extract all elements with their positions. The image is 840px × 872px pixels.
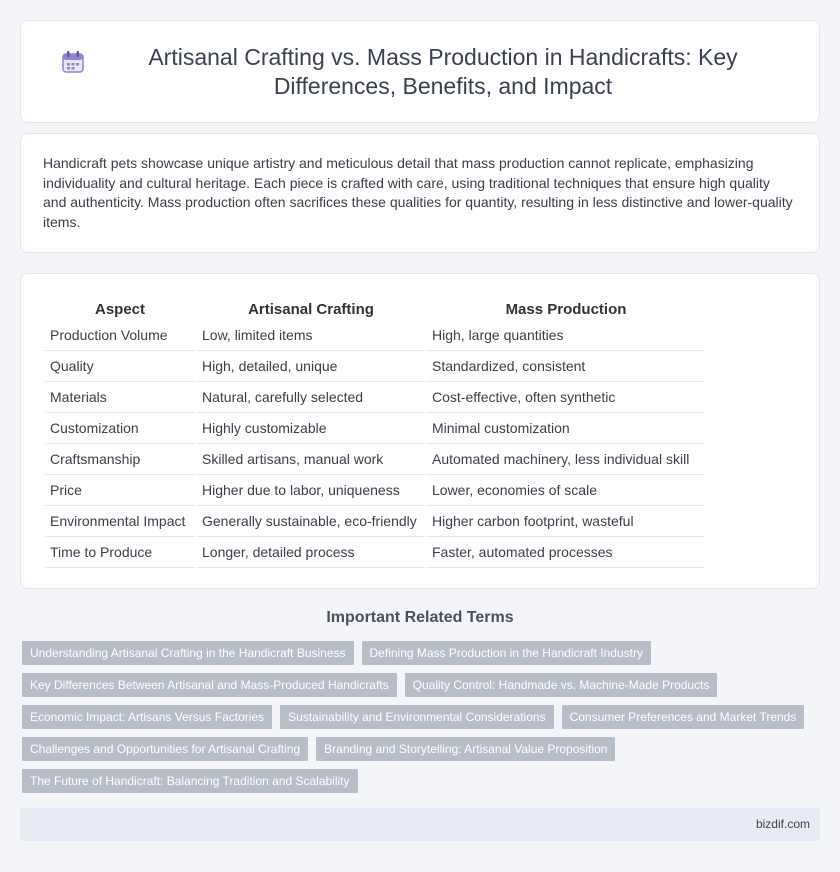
table-row <box>45 444 705 475</box>
related-term-link[interactable]: The Future of Handicraft: Balancing Tradition and Scalability <box>22 769 358 793</box>
related-term-link[interactable]: Branding and Storytelling: Artisanal Value Proposition <box>316 737 615 761</box>
related-term-link[interactable]: Challenges and Opportunities for Artisanal Crafting <box>22 737 308 761</box>
table-cell: Standardized, consistent <box>427 351 705 382</box>
table-row <box>45 537 705 568</box>
table-cell: Quality <box>45 351 195 382</box>
tag-row <box>22 705 822 729</box>
table-cell: Time to Produce <box>45 537 195 568</box>
calendar-icon <box>60 49 86 75</box>
table-cell: Faster, automated processes <box>427 537 705 568</box>
table-row <box>45 382 705 413</box>
table-row <box>45 506 705 537</box>
table-cell: Customization <box>45 413 195 444</box>
table-cell: Skilled artisans, manual work <box>197 444 425 475</box>
related-term-link[interactable]: Understanding Artisanal Crafting in the Handicraft Business <box>22 641 354 665</box>
table-cell: Longer, detailed process <box>197 537 425 568</box>
column-header-aspect: Aspect <box>94 300 146 318</box>
tag-row <box>22 673 822 697</box>
table-cell: High, large quantities <box>427 320 705 351</box>
related-term-link[interactable]: Consumer Preferences and Market Trends <box>562 705 805 729</box>
table-cell: Craftsmanship <box>45 444 195 475</box>
column-header-mass: Mass Production <box>505 300 627 318</box>
table-cell: Low, limited items <box>197 320 425 351</box>
table-cell: Price <box>45 475 195 506</box>
table-row <box>45 413 705 444</box>
related-term-link[interactable]: Economic Impact: Artisans Versus Factories <box>22 705 272 729</box>
tag-row <box>22 641 822 665</box>
table-cell: Automated machinery, less individual skill <box>427 444 705 475</box>
table-cell: Generally sustainable, eco-friendly <box>197 506 425 537</box>
column-header-artisanal: Artisanal Crafting <box>248 300 374 318</box>
comparison-table <box>43 296 707 568</box>
related-terms-list <box>22 641 822 801</box>
table-cell: Materials <box>45 382 195 413</box>
title-wrap <box>60 43 780 101</box>
table-cell: Highly customizable <box>197 413 425 444</box>
footer <box>20 808 820 841</box>
related-terms-heading: Important Related Terms <box>326 609 514 626</box>
table-row <box>45 351 705 382</box>
table-cell: Environmental Impact <box>45 506 195 537</box>
tag-row <box>22 737 822 761</box>
table-header-row <box>45 296 705 320</box>
table-row <box>45 475 705 506</box>
table-cell: Natural, carefully selected <box>197 382 425 413</box>
comparison-table-card <box>20 273 820 589</box>
footer-site-link[interactable]: bizdif.com <box>755 817 810 831</box>
table-cell: Cost-effective, often synthetic <box>427 382 705 413</box>
title-card <box>20 20 820 123</box>
table-row <box>45 320 705 351</box>
intro-paragraph: Handicraft pets showcase unique artistry and meticulous detail that mass production cannot replicate, emphasizing individuality and cultural heritage. Each piece is crafted with care, using traditional techniques that ensure high quality and authenticity. Mass production often sacrifices these qualities for quantity, resulting in less distinctive and lower-quality items. <box>43 155 793 230</box>
intro-card <box>20 133 820 253</box>
table-cell: High, detailed, unique <box>197 351 425 382</box>
page-title: Artisanal Crafting vs. Mass Production in Handicrafts: Key Differences, Benefits, and Impact <box>148 43 738 99</box>
related-term-link[interactable]: Defining Mass Production in the Handicraft Industry <box>362 641 651 665</box>
related-term-link[interactable]: Quality Control: Handmade vs. Machine-Made Products <box>405 673 718 697</box>
table-cell: Minimal customization <box>427 413 705 444</box>
tag-row <box>22 769 822 793</box>
related-term-link[interactable]: Key Differences Between Artisanal and Mass-Produced Handicrafts <box>22 673 397 697</box>
related-term-link[interactable]: Sustainability and Environmental Considerations <box>280 705 553 729</box>
table-cell: Lower, economies of scale <box>427 475 705 506</box>
table-cell: Higher due to labor, uniqueness <box>197 475 425 506</box>
table-cell: Higher carbon footprint, wasteful <box>427 506 705 537</box>
table-cell: Production Volume <box>45 320 195 351</box>
